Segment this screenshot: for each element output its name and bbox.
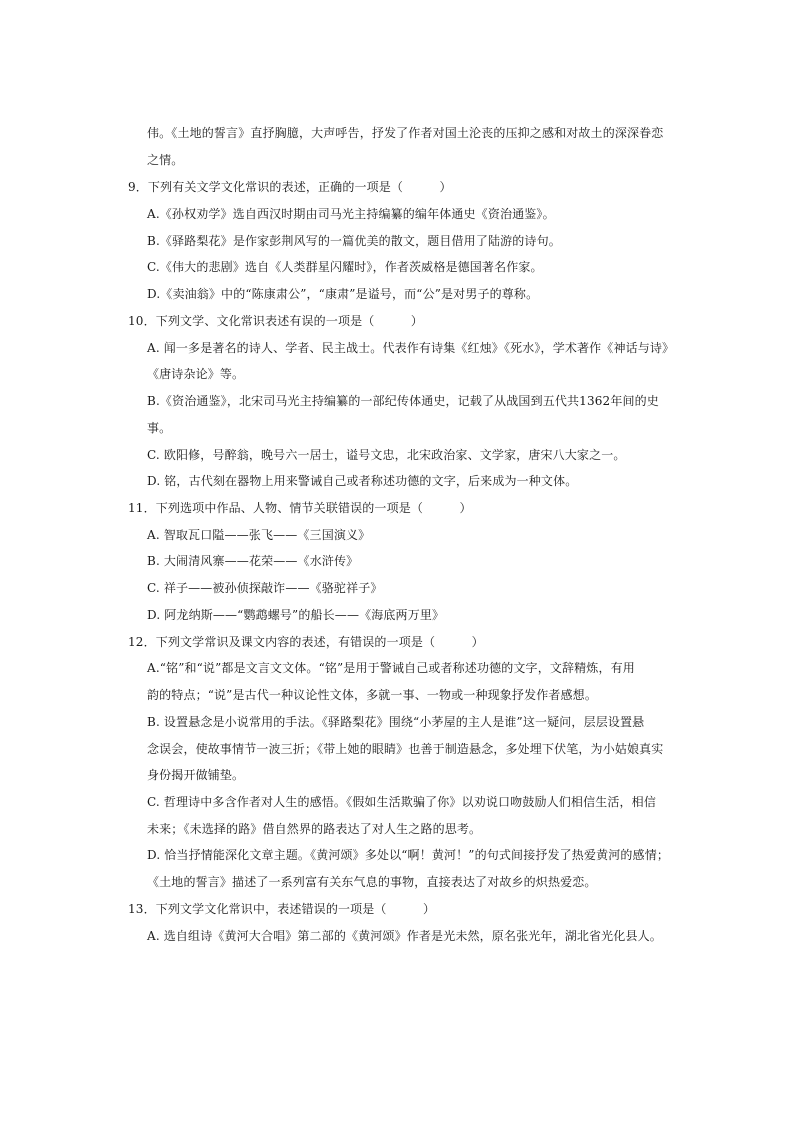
- question-10-option-b-cont: 事。: [147, 421, 172, 435]
- question-9-option-a: A.《孙权劝学》选自西汉时期由司马光主持编纂的编年体通史《资治通鉴》。: [147, 207, 555, 221]
- question-12-option-c-cont: 未来；《未选择的路》借自然界的路表达了对人生之路的思考。: [147, 822, 482, 836]
- intro-line-1: 伟。《土地的誓言》直抒胸臆，大声呼告，抒发了作者对国土沦丧的压抑之感和对故土的深深眷恋: [147, 126, 664, 140]
- question-11-option-a: A. 智取瓦口隘——张飞——《三国演义》: [147, 528, 371, 542]
- question-13-stem: 13．下列文学文化常识中，表述错误的一项是（ ）: [128, 902, 436, 916]
- question-12-option-d: D. 恰当抒情能深化文章主题。《黄河颂》多处以“啊！黄河！”的句式间接抒发了热爱黄河的感情；: [147, 848, 669, 862]
- question-12-option-d-cont: 《土地的誓言》描述了一系列富有关东气息的事物，直接表达了对故乡的炽热爱恋。: [147, 875, 597, 889]
- intro-line-2: 之情。: [147, 153, 184, 167]
- question-12-stem: 12．下列文学常识及课文内容的表述，有错误的一项是（ ）: [128, 635, 484, 649]
- question-9-option-c: C.《伟大的悲剧》选自《人类群星闪耀时》，作者茨威格是德国著名作家。: [147, 260, 543, 274]
- question-11-stem: 11．下列选项中作品、人物、情节关联错误的一项是（ ）: [128, 501, 472, 515]
- question-12-option-a-cont: 韵的特点；“说”是古代一种议论性文体，多就一事、一物或一种现象抒发作者感想。: [147, 688, 597, 702]
- question-10-option-c: C. 欧阳修，号醉翁，晚号六一居士，谥号文忠，北宋政治家、文学家，唐宋八大家之一。: [147, 448, 626, 462]
- question-11-option-c: C. 祥子——被孙侦探敲诈——《骆驼祥子》: [147, 581, 383, 595]
- question-10-option-b: B.《资治通鉴》，北宋司马光主持编纂的一部纪传体通史，记载了从战国到五代共1362年间的史: [147, 394, 659, 408]
- question-12-option-b-cont-2: 身份揭开做铺垫。: [147, 768, 245, 782]
- question-10-option-a: A. 闻一多是著名的诗人、学者、民主战士。代表作有诗集《红烛》《死水》，学术著作《神话与诗》: [147, 341, 675, 355]
- question-9-option-b: B.《驿路梨花》是作家彭荆风写的一篇优美的散文，题目借用了陆游的诗句。: [147, 234, 561, 248]
- question-10-stem: 10．下列文学、文化常识表述有误的一项是（ ）: [128, 314, 424, 328]
- question-9-option-d: D.《卖油翁》中的“陈康肃公”，“康肃”是谥号，而“公”是对男子的尊称。: [147, 287, 539, 301]
- question-12-option-a: A.“铭”和“说”都是文言文文体。“铭”是用于警诫自己或者称述功德的文字，文辞精炼，有用: [147, 661, 635, 675]
- question-11-option-b: B. 大闹清风寨——花荣——《水浒传》: [147, 554, 359, 568]
- question-13-option-a: A. 选自组诗《黄河大合唱》第二部的《黄河颂》作者是光未然，原名张光年，湖北省光化县人。: [147, 929, 662, 943]
- question-10-option-d: D. 铭，古代刻在器物上用来警诫自己或者称述功德的文字，后来成为一种文体。: [147, 474, 578, 488]
- question-11-option-d: D. 阿龙纳斯——“鹦鹉螺号”的船长——《海底两万里》: [147, 608, 445, 622]
- question-12-option-b: B. 设置悬念是小说常用的手法。《驿路梨花》围绕“小茅屋的主人是谁”这一疑问，层层设置悬: [147, 715, 645, 729]
- question-9-stem: 9．下列有关文学文化常识的表述，正确的一项是（ ）: [128, 180, 452, 194]
- question-12-option-c: C. 哲理诗中多含作者对人生的感悟。《假如生活欺骗了你》以劝说口吻鼓励人们相信生活，相信: [147, 795, 656, 809]
- question-12-option-b-cont-1: 念误会，使故事情节一波三折；《带上她的眼睛》也善于制造悬念，多处埋下伏笔，为小姑娘真实: [147, 742, 664, 756]
- question-10-option-a-cont: 《唐诗杂论》等。: [147, 367, 245, 381]
